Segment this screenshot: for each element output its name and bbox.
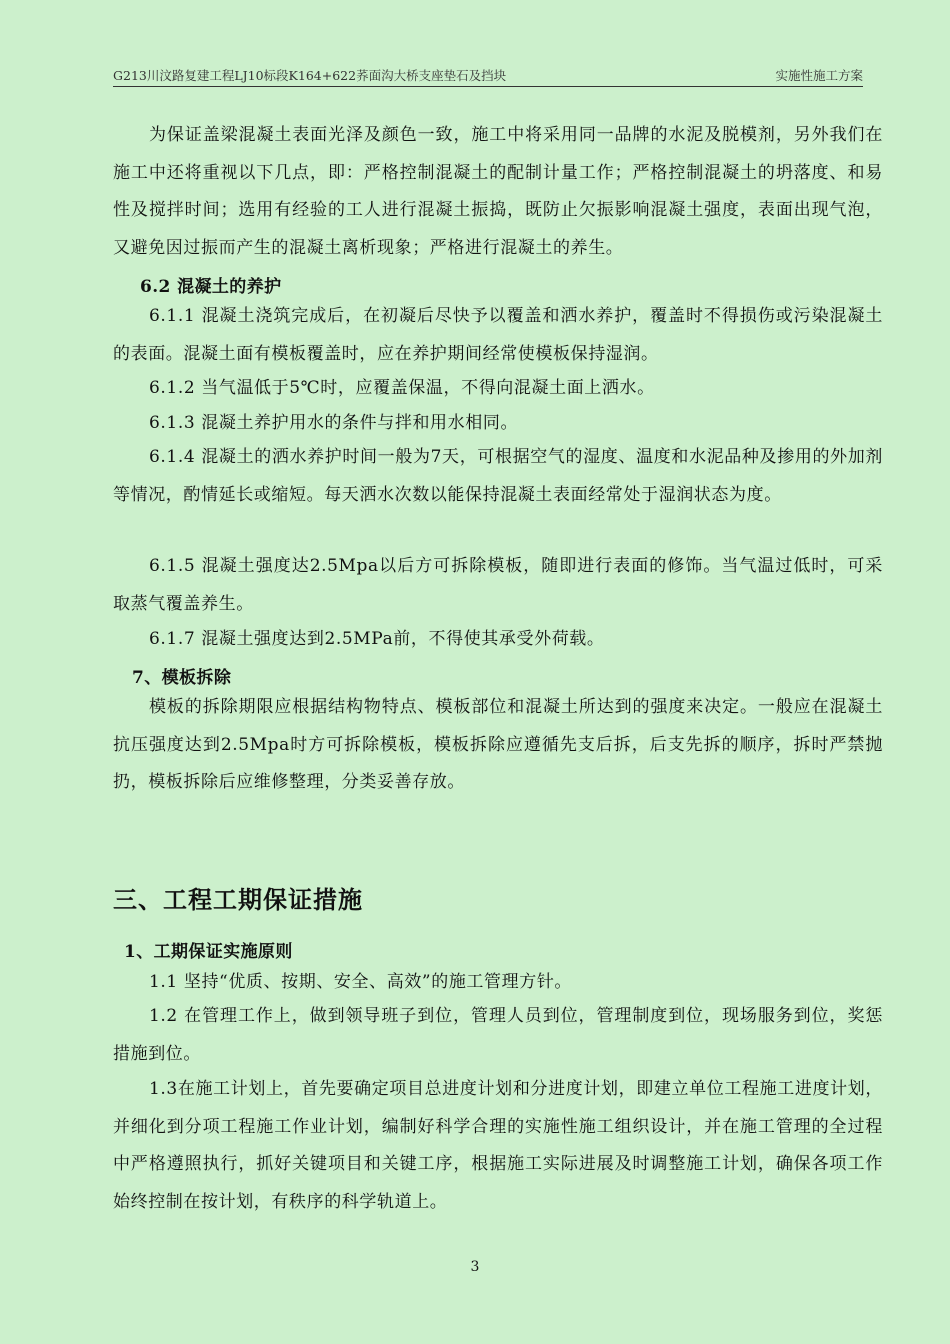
header-title: G213川汶路复建工程LJ10标段K164+622荞面沟大桥支座垫石及挡块	[113, 68, 507, 83]
section-heading-3-1: 1、工期保证实施原则	[124, 942, 293, 962]
chapter-heading-3: 三、工程工期保证措施	[113, 885, 363, 914]
paragraph-7: 模板的拆除期限应根据结构物特点、模板部位和混凝土所达到的强度来决定。一般应在混凝土抗压强度达到2.5Mpa时方可拆除模板，模板拆除应遵循先支后拆，后支先拆的顺序，拆时严禁抛扔，模板拆除后应维修整理，分类妥善存放。	[113, 697, 883, 792]
paragraph-6-1-4: 6.1.4 混凝土的洒水养护时间一般为7天，可根据空气的湿度、温度和水泥品种及掺用的外加剂等情况，酌情延长或缩短。每天洒水次数以能保持混凝土表面经常处于湿润状态为度。	[113, 447, 883, 505]
paragraph-1-2: 1.2 在管理工作上，做到领导班子到位，管理人员到位，管理制度到位，现场服务到位，奖惩措施到位。	[113, 1006, 883, 1064]
section-heading-7: 7、模板拆除	[132, 668, 232, 688]
page-header	[113, 66, 863, 86]
paragraph-1-1: 1.1 坚持“优质、按期、安全、高效”的施工管理方针。	[149, 972, 573, 992]
paragraph-6-1-2: 6.1.2 当气温低于5℃时，应覆盖保温，不得向混凝土面上洒水。	[149, 378, 655, 398]
header-doc-type: 实施性施工方案	[775, 68, 863, 83]
header-divider	[113, 86, 863, 87]
paragraph-6-1-7: 6.1.7 混凝土强度达到2.5MPa前，不得使其承受外荷载。	[149, 629, 605, 649]
paragraph-intro: 为保证盖梁混凝土表面光泽及颜色一致，施工中将采用同一品牌的水泥及脱模剂，另外我们在施工中还将重视以下几点，即：严格控制混凝土的配制计量工作；严格控制混凝土的坍落度、和易性及搅拌时间；选用有经验的工人进行混凝土振捣，既防止欠振影响混凝土强度，表面出现气泡，又避免因过振而产生的混凝土离析现象；严格进行混凝土的养生。	[113, 125, 883, 258]
page-number: 3	[470, 1259, 480, 1275]
paragraph-6-1-3: 6.1.3 混凝土养护用水的条件与拌和用水相同。	[149, 413, 519, 433]
section-heading-6-2: 6.2 混凝土的养护	[140, 277, 282, 297]
paragraph-6-1-1: 6.1.1 混凝土浇筑完成后，在初凝后尽快予以覆盖和洒水养护，覆盖时不得损伤或污染混凝土的表面。混凝土面有模板覆盖时，应在养护期间经常使模板保持湿润。	[113, 306, 883, 364]
paragraph-6-1-5: 6.1.5 混凝土强度达2.5Mpa以后方可拆除模板，随即进行表面的修饰。当气温过低时，可采取蒸气覆盖养生。	[113, 556, 883, 614]
paragraph-1-3: 1.3在施工计划上，首先要确定项目总进度计划和分进度计划，即建立单位工程施工进度计划，并细化到分项工程施工作业计划，编制好科学合理的实施性施工组织设计，并在施工管理的全过程中严格遵照执行，抓好关键项目和关键工序，根据施工实际进展及时调整施工计划，确保各项工作始终控制在按计划，有秩序的科学轨道上。	[113, 1079, 883, 1212]
